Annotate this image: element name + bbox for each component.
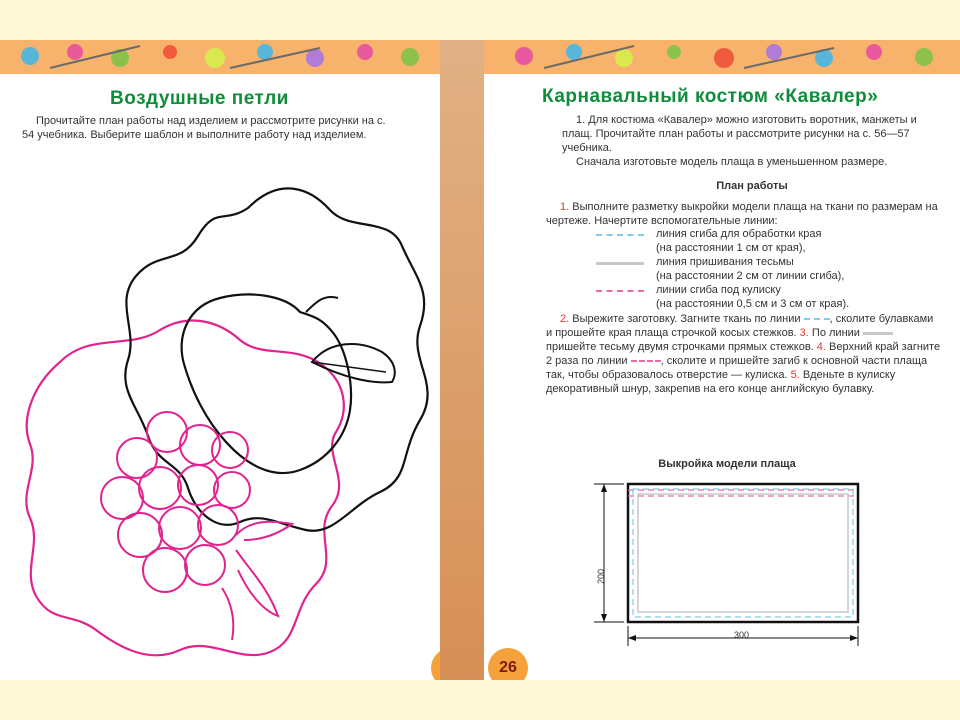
right-page-intro: 1. Для костюма «Кавалер» можно изготовить воротник, манжеты и плащ. Прочитайте план работы и рассмотрите рисунки на с. 56—57 учебника. Сначала изготовьте модель плаща в уменьшенном размере. <box>562 114 917 168</box>
legend-note: (на расстоянии 2 см от линии сгиба), <box>656 270 845 282</box>
air-loops-templates-drawing <box>0 40 472 680</box>
dimension-height: 200 <box>596 568 606 584</box>
page-number-badge: 26 <box>488 648 528 680</box>
cloak-pattern-drawing <box>584 476 874 656</box>
pattern-title: Выкройка модели плаща <box>658 458 796 470</box>
left-page-intro: Прочитайте план работы над изделием и рассмотрите рисунки на с. 54 учебника. Выберите шаблон и выполните работу над изделием. <box>22 115 386 141</box>
right-page <box>484 40 960 680</box>
legend-label: линии сгиба под кулиску <box>656 284 781 296</box>
plan-steps-continued: 2. Вырежите заготовку. Загните ткань по линии , сколите булавками и прошейте края плаща строчкой косых стежков. 3. По линии пришейте тесьму двумя строчками прямых стежков. 4. Верхний край загните 2 раза по линии , сколите и пришейте загиб к основной части плаща так, чтобы образовалось отверстие — кулиска. 5. Вденьте в кулиску декоративный шнур, закрепив на его конце английскую булавку. <box>546 313 941 395</box>
plan-steps: 1. Выполните разметку выкройки модели плаща на ткани по размерам на чертеже. Начертите вспомогательные линии: <box>546 201 938 227</box>
legend-label: линия пришивания тесьмы <box>656 256 794 268</box>
left-page-title: Воздушные петли <box>110 88 289 109</box>
right-page-title: Карнавальный костюм «Кавалер» <box>542 86 879 107</box>
legend-label: линия сгиба для обработки края <box>656 228 822 240</box>
legend-note: (на расстоянии 1 см от края), <box>656 242 806 254</box>
grape-bunch <box>101 412 292 640</box>
decorative-header-band <box>484 40 960 74</box>
plan-heading: План работы <box>716 180 788 192</box>
legend-note: (на расстоянии 0,5 см и 3 см от края). <box>656 298 850 310</box>
book-spine <box>440 40 484 680</box>
sewing-notions-decoration-icon <box>484 40 960 74</box>
left-page <box>0 40 472 680</box>
dimension-width: 300 <box>734 630 750 640</box>
black-scalloped-template <box>125 188 427 530</box>
